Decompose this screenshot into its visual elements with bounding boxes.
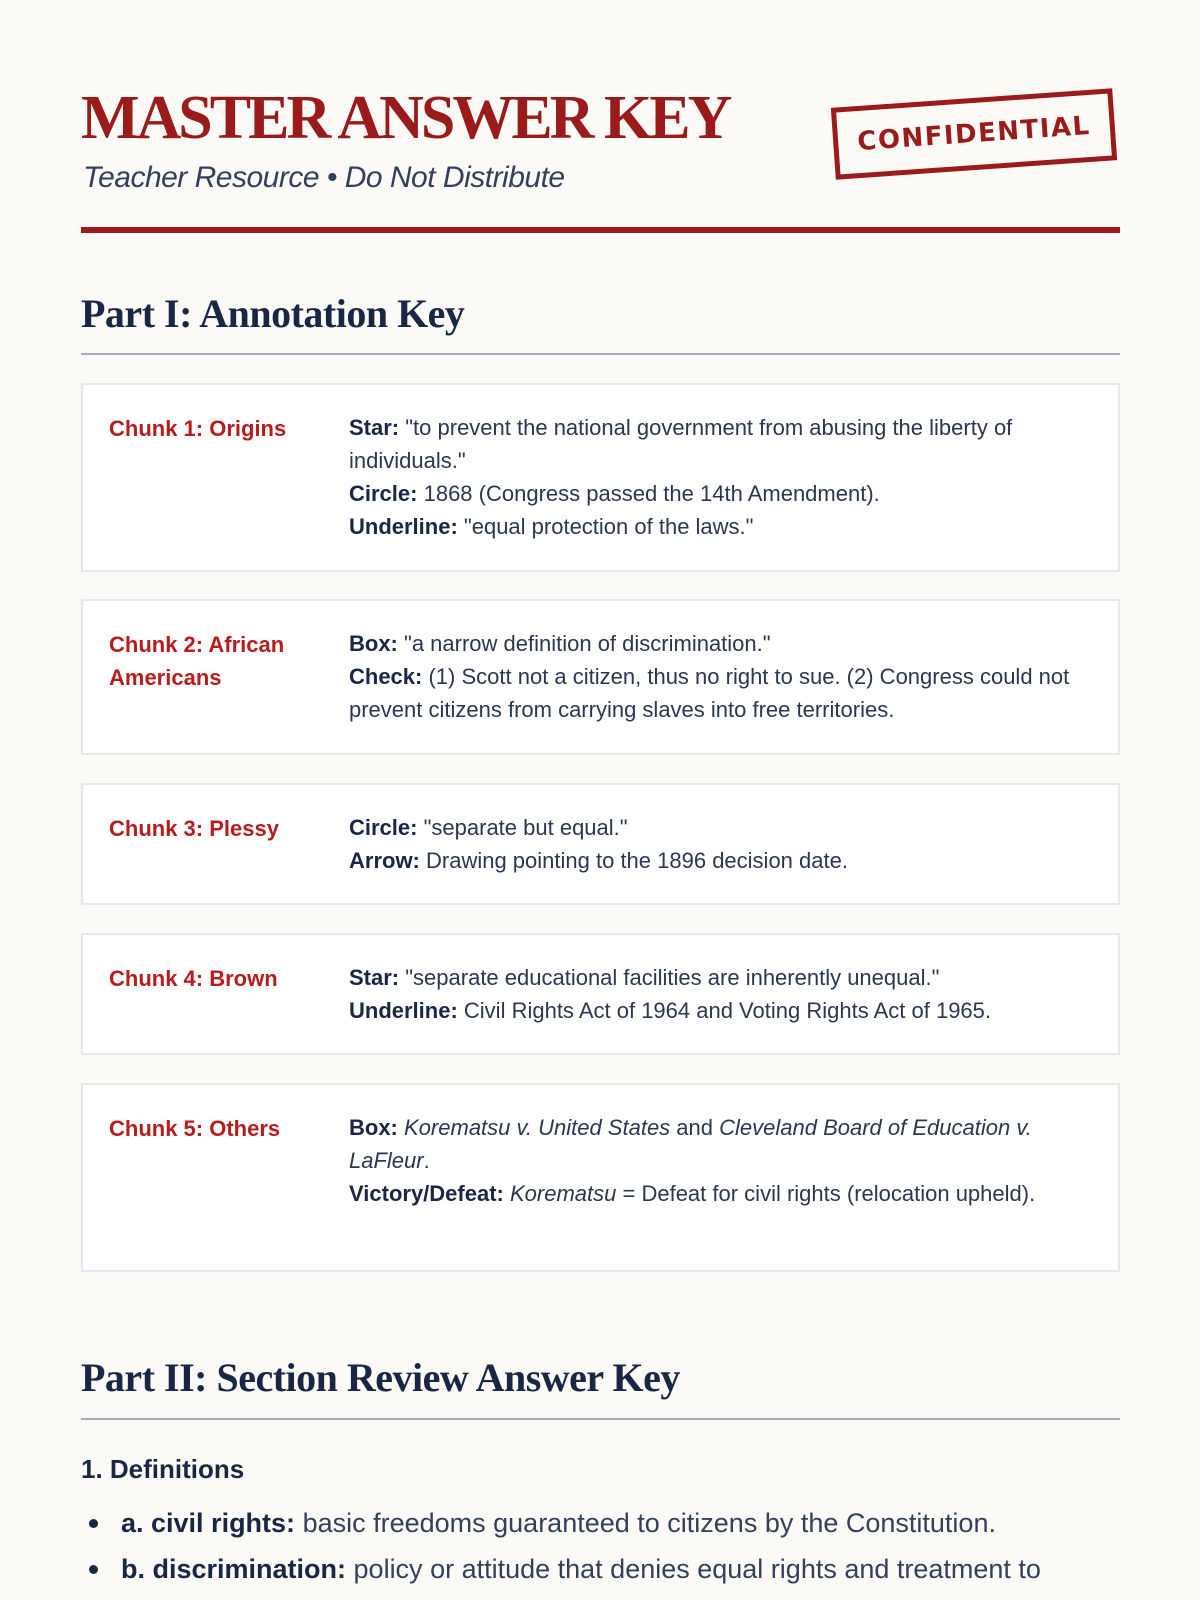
annotation-line	[349, 660, 1088, 726]
annotation-card-chunk-5	[81, 1083, 1120, 1272]
annotation-line	[349, 510, 1088, 543]
annotation-text: "a narrow definition of discrimination."	[397, 631, 771, 656]
annotation-text: Civil Rights Act of 1964 and Voting Rights Act of 1965.	[457, 998, 992, 1023]
annotation-line	[349, 994, 1088, 1027]
page-subtitle: Teacher Resource • Do Not Distribute	[83, 161, 565, 194]
annotation-text: "separate but equal."	[417, 815, 628, 840]
annotation-key: Underline:	[349, 514, 458, 539]
annotation-card-chunk-4	[81, 933, 1120, 1055]
annotation-card-chunk-2	[81, 599, 1120, 755]
annotation-key: Underline:	[349, 998, 458, 1023]
chunk-body	[349, 811, 1088, 877]
case-name: Korematsu	[510, 1181, 617, 1206]
definition-text: basic freedoms guaranteed to citizens by the Constitution.	[295, 1508, 996, 1538]
annotation-text: (1) Scott not a citizen, thus no right to sue. (2) Congress could not prevent citizens from carrying slaves into free territories.	[349, 664, 1070, 722]
part1-heading: Part I: Annotation Key	[81, 291, 465, 336]
annotation-line	[349, 811, 1088, 844]
annotation-text: 1868 (Congress passed the 14th Amendment).	[417, 481, 880, 506]
chunk-body	[349, 961, 1088, 1027]
annotation-key: Arrow:	[349, 848, 420, 873]
annotation-line	[349, 961, 1088, 994]
definitions-heading: 1. Definitions	[81, 1454, 245, 1484]
annotation-text: .	[423, 1148, 430, 1173]
chunk-label: Chunk 4: Brown	[109, 966, 278, 991]
annotation-card-chunk-1	[81, 383, 1120, 572]
annotation-line	[349, 411, 1088, 477]
chunk-label: Chunk 1: Origins	[109, 416, 287, 441]
annotation-line	[349, 1111, 1088, 1177]
definition-item	[81, 1500, 1120, 1546]
annotation-key: Check:	[349, 664, 423, 689]
annotation-text: "to prevent the national government from abusing the liberty of individuals."	[349, 415, 1013, 473]
definition-text: policy or attitude that denies equal rights and treatment to	[346, 1554, 1041, 1584]
annotation-key: Star:	[349, 965, 400, 990]
annotation-line	[349, 1177, 1088, 1210]
chunk-body	[349, 411, 1088, 544]
annotation-text: "equal protection of the laws."	[457, 514, 754, 539]
definitions-list	[81, 1500, 1120, 1592]
chunk-label: Chunk 2: African Americans	[109, 632, 285, 690]
page-title: MASTER ANSWER KEY	[81, 84, 730, 152]
definition-term: b. discrimination:	[121, 1554, 347, 1584]
part2-heading: Part II: Section Review Answer Key	[81, 1355, 680, 1400]
stamp-text: CONFIDENTIAL	[856, 110, 1092, 158]
part1-divider	[81, 353, 1120, 355]
part2-divider	[81, 1418, 1120, 1420]
annotation-key: Victory/Defeat:	[349, 1181, 504, 1206]
annotation-line	[349, 477, 1088, 510]
annotation-text: and	[670, 1115, 720, 1140]
case-name: Korematsu v. United States	[404, 1115, 671, 1140]
document-header	[81, 0, 1120, 236]
chunk-label: Chunk 3: Plessy	[109, 816, 279, 841]
header-divider	[81, 227, 1120, 233]
chunk-label: Chunk 5: Others	[109, 1116, 281, 1141]
confidential-stamp	[831, 88, 1117, 179]
annotation-text: "separate educational facilities are inherently unequal."	[399, 965, 940, 990]
annotation-line	[349, 844, 1088, 877]
annotation-key: Box:	[349, 1115, 398, 1140]
definition-item	[81, 1546, 1120, 1592]
annotation-key: Star:	[349, 415, 400, 440]
annotation-key: Box:	[349, 631, 398, 656]
case-name: Cleveland Board of Education v. LaFleur	[349, 1115, 1032, 1173]
chunk-body	[349, 1111, 1088, 1244]
chunk-body	[349, 627, 1088, 727]
annotation-key: Circle:	[349, 481, 418, 506]
annotation-text: Drawing pointing to the 1896 decision date.	[419, 848, 848, 873]
definition-term: a. civil rights:	[121, 1508, 296, 1538]
annotation-text: = Defeat for civil rights (relocation upheld).	[616, 1181, 1036, 1206]
annotation-line	[349, 627, 1088, 660]
annotation-card-chunk-3	[81, 783, 1120, 905]
annotation-key: Circle:	[349, 815, 418, 840]
answer-key-page	[81, 0, 1120, 1584]
